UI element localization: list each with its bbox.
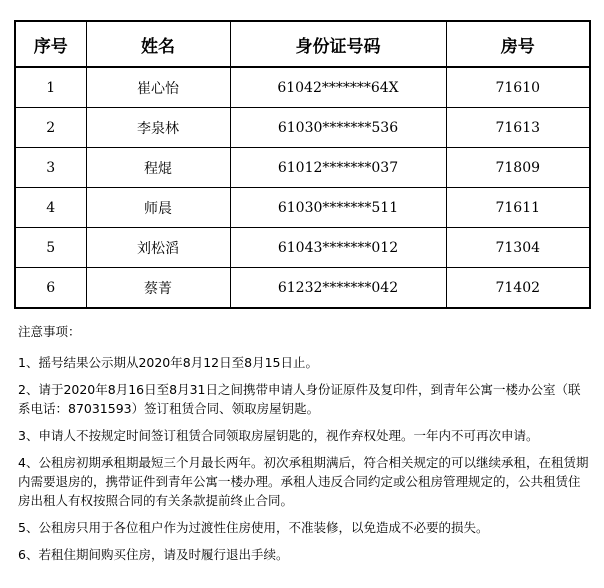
table-row xyxy=(15,268,590,309)
cell-room-number: 71809 xyxy=(446,148,590,188)
notes-item: 3、申请人不按规定时间签订租赁合同领取房屋钥匙的，视作弃权处理。一年内不可再次申请。 xyxy=(18,428,539,443)
cell-name: 蔡菁 xyxy=(86,268,230,309)
cell-serial-number: 2 xyxy=(15,108,86,148)
header-serial-number: 序号 xyxy=(15,21,86,67)
header-room-number: 房号 xyxy=(446,21,590,67)
cell-name: 程焜 xyxy=(86,148,230,188)
table-row xyxy=(15,108,590,148)
table-row xyxy=(15,148,590,188)
cell-name: 李泉林 xyxy=(86,108,230,148)
notes-item: 5、公租房只用于各位租户作为过渡性住房使用，不准装修，以免造成不必要的损失。 xyxy=(18,520,489,535)
cell-serial-number: 6 xyxy=(15,268,86,309)
cell-id-number: 61030*******511 xyxy=(230,188,446,228)
cell-serial-number: 5 xyxy=(15,228,86,268)
cell-room-number: 71610 xyxy=(446,67,590,108)
notes-section xyxy=(18,322,592,572)
cell-id-number: 61030*******536 xyxy=(230,108,446,148)
notes-item: 6、若租住期间购买住房，请及时履行退出手续。 xyxy=(18,547,289,562)
notes-item: 4、公租房初期承租期最短三个月最长两年。初次承租期满后，符合相关规定的可以继续承租，在租赁期内需要退房的，携带证件到青年公寓一楼办理。承租人违反合同约定或公租房管理规定的，公共租赁住房出租人有权按照合同的有关条款提前终止合同。 xyxy=(18,455,589,508)
lottery-result-table xyxy=(14,20,591,309)
table-row xyxy=(15,228,590,268)
notes-item: 2、请于2020年8月16日至8月31日之间携带申请人身份证原件及复印件，到青年公寓一楼办公室（联系电话：87031593）签订租赁合同、领取房屋钥匙。 xyxy=(18,382,581,416)
header-name: 姓名 xyxy=(86,21,230,67)
cell-name: 刘松滔 xyxy=(86,228,230,268)
notes-item: 1、摇号结果公示期从2020年8月12日至8月15日止。 xyxy=(18,355,318,370)
cell-serial-number: 4 xyxy=(15,188,86,228)
cell-id-number: 61012*******037 xyxy=(230,148,446,188)
table-header-row xyxy=(15,21,590,67)
cell-id-number: 61232*******042 xyxy=(230,268,446,309)
cell-serial-number: 3 xyxy=(15,148,86,188)
table-row xyxy=(15,188,590,228)
cell-name: 师晨 xyxy=(86,188,230,228)
cell-id-number: 61042*******64X xyxy=(230,67,446,108)
cell-room-number: 71613 xyxy=(446,108,590,148)
cell-room-number: 71611 xyxy=(446,188,590,228)
cell-id-number: 61043*******012 xyxy=(230,228,446,268)
table-row xyxy=(15,67,590,108)
cell-name: 崔心怡 xyxy=(86,67,230,108)
notes-heading: 注意事项： xyxy=(18,324,81,339)
cell-room-number: 71304 xyxy=(446,228,590,268)
cell-room-number: 71402 xyxy=(446,268,590,309)
cell-serial-number: 1 xyxy=(15,67,86,108)
header-id-number: 身份证号码 xyxy=(230,21,446,67)
